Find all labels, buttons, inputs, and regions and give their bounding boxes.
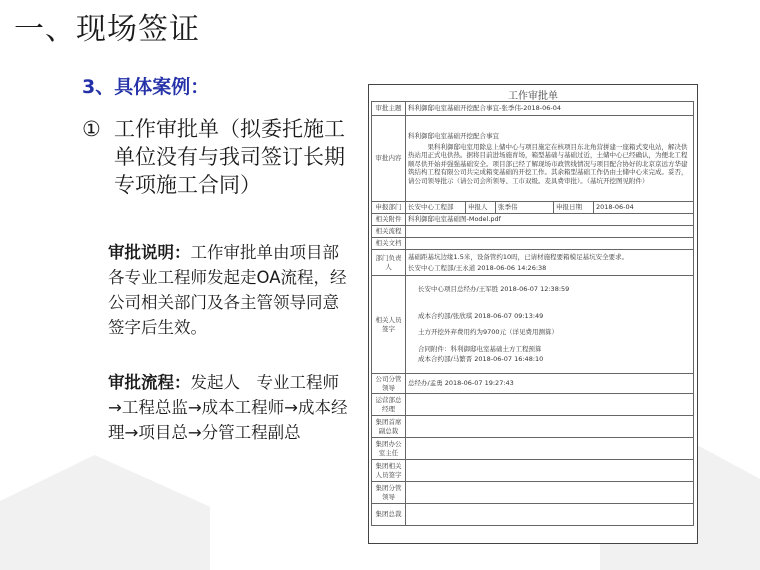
form-label: 相关附件 bbox=[372, 214, 406, 226]
form-label: 集团分管领导 bbox=[372, 482, 406, 504]
explain-label: 审批说明： bbox=[108, 243, 191, 262]
form-value: 科利御邸电室基础开挖配合事宜-张季伟-2018-06-04 bbox=[406, 102, 694, 116]
watermark-shape bbox=[0, 455, 210, 570]
case-heading: 3、具体案例： bbox=[82, 76, 210, 98]
related-line: 成本合约部/马繁晋 2018-06-07 16:48:10 bbox=[418, 355, 544, 364]
form-row bbox=[372, 238, 694, 250]
form-label: 集团总裁 bbox=[372, 504, 406, 526]
form-label: 集团首席副总裁 bbox=[372, 416, 406, 438]
related-line: 长安中心项目总经办/王军胜 2018-06-07 12:38:59 bbox=[418, 285, 570, 294]
form-label: 相关流程 bbox=[372, 226, 406, 238]
related-line: 土方开挖外弃费用约为9700元（详见费用测算） bbox=[418, 328, 559, 337]
form-value bbox=[406, 276, 694, 374]
approval-flow bbox=[108, 370, 348, 445]
form-value: 科利御邸电室基础图-Model.pdf bbox=[406, 214, 694, 226]
approval-explanation bbox=[108, 240, 348, 340]
form-row bbox=[372, 416, 694, 438]
related-line: 合同附件：科利御邸电室基础土方工程预算 bbox=[418, 344, 542, 353]
form-title: 工作审批单 bbox=[508, 91, 558, 102]
form-row bbox=[372, 226, 694, 238]
form-label: 公司分管领导 bbox=[372, 374, 406, 394]
form-row bbox=[372, 276, 694, 374]
form-row bbox=[372, 438, 694, 460]
form-label: 审批内容 bbox=[372, 116, 406, 202]
flow-label: 审批流程： bbox=[108, 373, 191, 392]
explain-text: 工作审批单由项目部各专业工程师发起走OA流程，经公司相关部门及各主管领导同意签字后生效。 bbox=[108, 243, 347, 337]
dept-head-text: 基础距基坑边缘1.5米，设备管约10吗，已请材施程要箱模足基坑安全要求。 bbox=[408, 253, 629, 261]
form-label: 申报人 bbox=[466, 202, 496, 214]
item-text: 工作审批单（拟委托施工单位没有与我司签订长期专项施工合同） bbox=[114, 117, 345, 197]
form-row bbox=[372, 250, 694, 276]
form-row bbox=[372, 214, 694, 226]
form-label: 运营部总经理 bbox=[372, 394, 406, 416]
form-label: 相关文档 bbox=[372, 238, 406, 250]
form-value: 总经办/孟勇 2018-06-07 19:27:43 bbox=[406, 374, 694, 394]
form-row bbox=[372, 116, 694, 202]
form-row bbox=[372, 102, 694, 116]
approval-form-image bbox=[368, 84, 698, 544]
form-label: 集团相关人员签字 bbox=[372, 460, 406, 482]
page-title: 一、现场签证 bbox=[14, 12, 200, 47]
form-value bbox=[406, 250, 694, 276]
form-row bbox=[372, 202, 694, 214]
form-row bbox=[372, 374, 694, 394]
form-label: 集团办公室主任 bbox=[372, 438, 406, 460]
form-row bbox=[372, 482, 694, 504]
form-value: 长安中心工程部 bbox=[406, 202, 466, 214]
content-title: 科利御邸电室基础开挖配合事宜 bbox=[408, 132, 499, 140]
form-row bbox=[372, 394, 694, 416]
form-row bbox=[372, 460, 694, 482]
item-number: ① bbox=[82, 117, 101, 141]
form-label: 申报部门 bbox=[372, 202, 406, 214]
form-label: 申报日期 bbox=[554, 202, 594, 214]
form-row bbox=[372, 504, 694, 526]
form-label: 审批主题 bbox=[372, 102, 406, 116]
form-table bbox=[371, 101, 694, 526]
form-value: 张季伟 bbox=[496, 202, 554, 214]
related-line: 成本合约部/张欣琪 2018-06-07 09:13:49 bbox=[418, 311, 544, 320]
case-item bbox=[82, 115, 357, 199]
form-value: 2018-06-04 bbox=[594, 202, 694, 214]
form-value bbox=[406, 116, 694, 202]
flow-text: 发起人 专业工程师→工程总监→成本工程师→成本经理→项目总→分管工程副总 bbox=[108, 373, 348, 442]
form-label: 相关人员签字 bbox=[372, 276, 406, 374]
content-text: 果科利御邸电室用除息上储中心与项目施定在核项目东北角营拼建一座箱式变电站，解决供热站用正式电供热。据将目前进场施育场，箱型基础与基础过近，土储中心已经确认，为便北工程顺尽供开始并强强基础安全。项目部已经了解现场市政管线情况与项目配合协好的北京京远方华建筑结构工程有限公司共完成箱变基础的开挖工作。其余箱型基础工作仍由土储中心来完成。妥否，请公司领导批示（请公司会所领导、工市双级。麦具费审批）。（基坑开挖图见附件） bbox=[408, 142, 688, 185]
form-label: 部门负责人 bbox=[372, 250, 406, 276]
dept-head-sign: 长安中心工程部/王永道 2018-06-06 14:26:38 bbox=[408, 263, 547, 272]
